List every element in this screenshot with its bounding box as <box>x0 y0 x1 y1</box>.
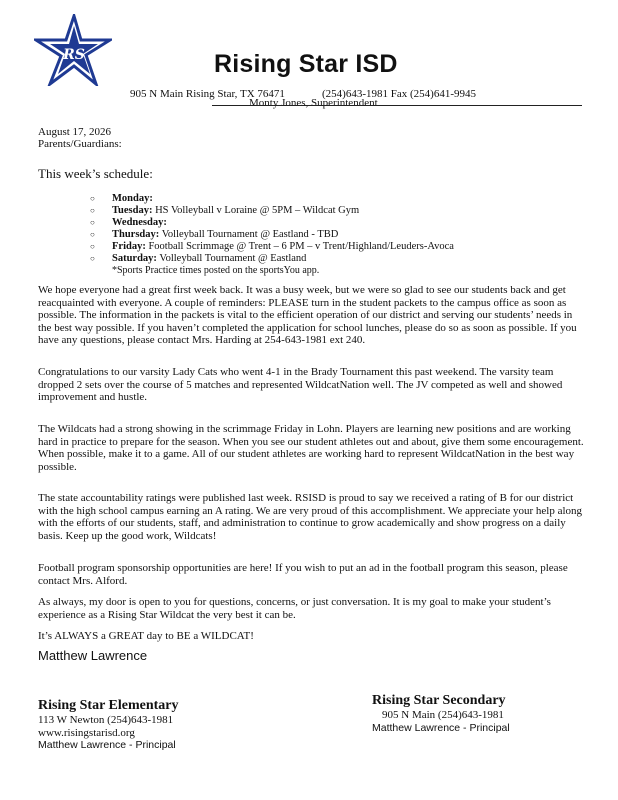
elementary-campus-block <box>38 697 179 752</box>
paragraph-accountability: The state accountability ratings were published last week. RSISD is proud to say we received a rating of B for our district with the high school campus earning an A rating. We are very proud of this accomplishment. We appreciate your help along with the efforts of our students, staff, and administration to continue to grow academically and show progress on a daily basis. Keep up the good work, Wildcats! <box>38 492 583 542</box>
circle-bullet-icon: ○ <box>90 206 95 215</box>
superintendent-line: Monty Jones, Superintendent <box>249 97 378 109</box>
paragraph-closing: As always, my door is open to you for questions, concerns, or just conversation. It is my goal to make your student’s experience as a Rising Star Wildcat the very best it can be. <box>38 596 551 621</box>
paragraph-slogan: It’s ALWAYS a GREAT day to BE a WILDCAT! <box>38 630 254 642</box>
secondary-address-phone: 905 N Main (254)643-1981 <box>382 709 504 721</box>
secondary-principal: Matthew Lawrence - Principal <box>372 721 510 734</box>
weekly-schedule <box>90 193 560 277</box>
circle-bullet-icon: ○ <box>90 218 95 227</box>
schedule-day: Friday: <box>112 241 146 252</box>
schedule-event: Volleyball Tournament @ Eastland - TBD <box>159 229 339 240</box>
schedule-day: Monday: <box>112 193 153 204</box>
schedule-title: This week’s schedule: <box>38 166 153 181</box>
paragraph-football: The Wildcats had a strong showing in the scrimmage Friday in Lohn. Players are learning new positions and are working hard in practice to prepare for the season. When you see our student athletes out and about, give them some encouragement. When possible, make it to a game. All of our student athletes are working hard to represent WildcatNation in the best way possible. <box>38 423 584 473</box>
circle-bullet-icon: ○ <box>90 254 95 263</box>
circle-bullet-icon: ○ <box>90 242 95 251</box>
circle-bullet-icon: ○ <box>90 230 95 239</box>
schedule-item <box>90 229 560 241</box>
circle-bullet-icon: ○ <box>90 194 95 203</box>
district-phone-fax: (254)643-1981 Fax (254)641-9945 <box>322 88 476 100</box>
schedule-item <box>90 205 560 217</box>
schedule-item <box>90 193 560 205</box>
elementary-name: Rising Star Elementary <box>38 698 179 713</box>
letter-salutation: Parents/Guardians: <box>38 138 122 151</box>
schedule-item <box>90 253 560 265</box>
district-name: Rising Star ISD <box>214 50 398 78</box>
elementary-address-phone: 113 W Newton (254)643-1981 <box>38 714 174 726</box>
paragraph-volleyball: Congratulations to our varsity Lady Cats who went 4-1 in the Brady Tournament this past weekend. The varsity team dropped 2 sets over the course of 5 matches and represented WildcatNation well. The JV competed as well and showed improvement and hustle. <box>38 366 563 403</box>
elementary-principal: Matthew Lawrence - Principal <box>38 739 176 751</box>
schedule-day: Saturday: <box>112 253 157 264</box>
schedule-day: Wednesday: <box>112 217 167 228</box>
elementary-website: www.risingstarisd.org <box>38 726 135 739</box>
schedule-day: Tuesday: <box>112 205 153 216</box>
signature: Matthew Lawrence <box>38 648 148 663</box>
schedule-note: *Sports Practice times posted on the sportsYou app. <box>112 265 320 276</box>
logo-letters: RS <box>63 47 85 63</box>
schedule-event: Volleyball Tournament @ Eastland <box>156 253 307 264</box>
district-star-logo <box>34 14 112 86</box>
secondary-name: Rising Star Secondary <box>372 693 506 708</box>
district-address: 905 N Main Rising Star, TX 76471 <box>130 88 285 100</box>
header-divider <box>212 105 582 106</box>
paragraph-welcome: We hope everyone had a great first week back. It was a busy week, but we were so glad to see our students back and get reacquainted with everyone. A couple of reminders: PLEASE turn in the student packets to the campus office as soon as possible. The information in the packets is vital to the efficient operation of our district and serving our students’ needs in the best way possible. If you haven’t completed the application for school lunches, please do so as soon as possible. If you have any questions, please contact Mrs. Harding at 254-643-1981 ext 240. <box>38 284 577 346</box>
schedule-item <box>90 241 560 253</box>
letter-opening <box>38 126 586 151</box>
schedule-day: Thursday: <box>112 229 160 240</box>
schedule-event: Football Scrimmage @ Trent – 6 PM – v Trent/Highland/Leuders-Avoca <box>145 241 454 252</box>
schedule-item <box>90 217 560 229</box>
secondary-campus-block <box>372 692 510 734</box>
letter-date: August 17, 2026 <box>38 126 112 138</box>
schedule-event: HS Volleyball v Loraine @ 5PM – Wildcat Gym <box>152 205 360 216</box>
paragraph-sponsorship: Football program sponsorship opportunities are here! If you wish to put an ad in the football program this season, please contact Mrs. Alford. <box>38 562 568 587</box>
